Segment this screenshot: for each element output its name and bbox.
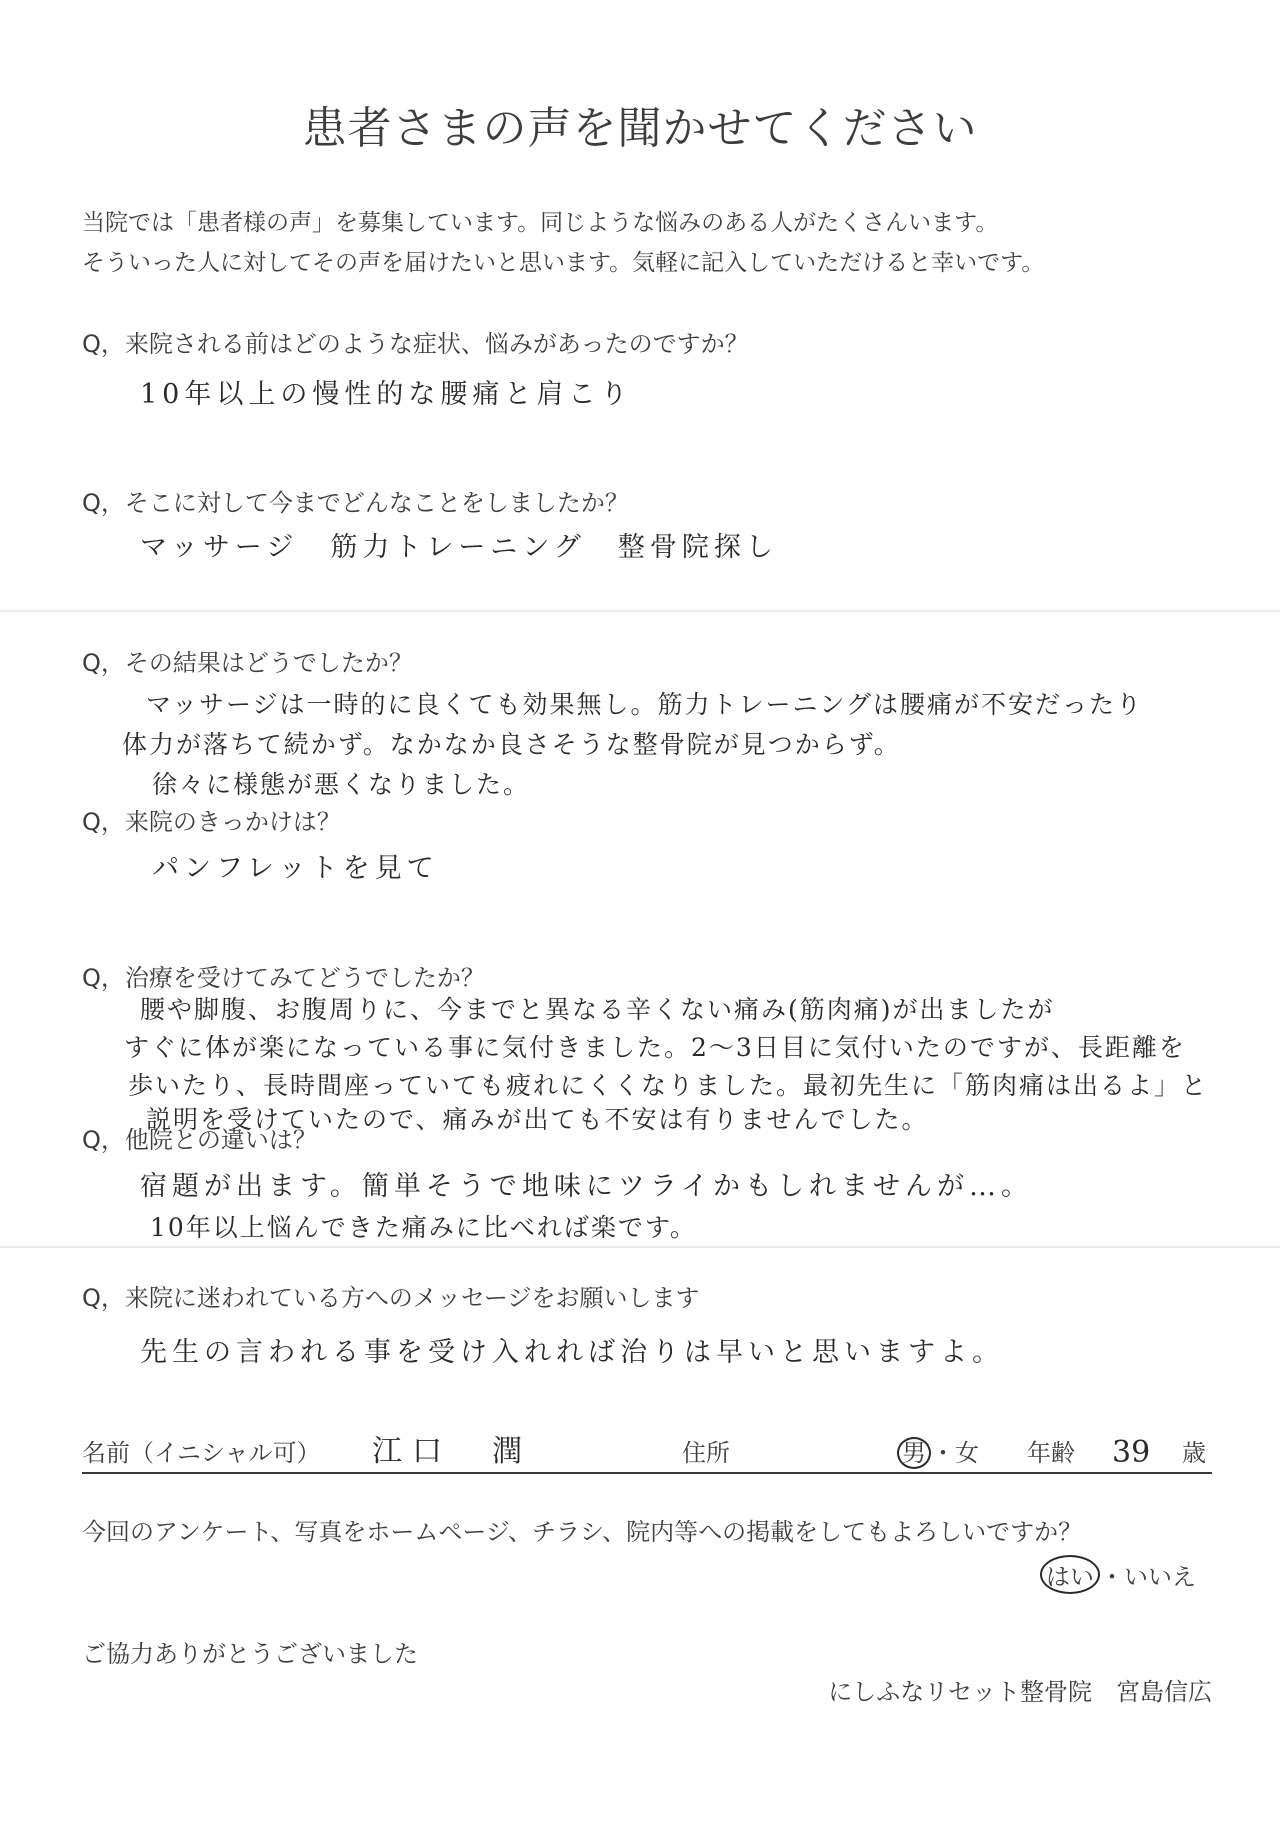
address-label: 住所 bbox=[682, 1439, 730, 1467]
age-label: 年齢 bbox=[1027, 1439, 1075, 1467]
paper-fold-line bbox=[0, 1246, 1280, 1248]
answer-past-attempts: マッサージ 筋力トレーニング 整骨院探し bbox=[140, 532, 778, 563]
name-label: 名前（イニシャル可） bbox=[82, 1439, 321, 1467]
question-difference: Q，他院との違いは？ bbox=[82, 1126, 317, 1154]
answer-symptoms: 10年以上の慢性的な腰痛と肩こり bbox=[140, 379, 633, 410]
gender-options bbox=[897, 1433, 979, 1468]
consent-no: いいえ bbox=[1124, 1563, 1196, 1591]
gender-female: 女 bbox=[955, 1439, 979, 1467]
clinic-name: にしふなリセット整骨院 bbox=[828, 1678, 1092, 1706]
clinic-person: 宮島信広 bbox=[1116, 1678, 1212, 1706]
age-unit: 歳 bbox=[1182, 1439, 1206, 1467]
consent-question: 今回のアンケート、写真をホームページ、チラシ、院内等への掲載をしてもよろしいですか？ bbox=[82, 1518, 1083, 1546]
answer-results-line: 体力が落ちて続かず。なかなか良さそうな整骨院が見つからず。 bbox=[122, 730, 901, 759]
answer-treatment-line: すぐに体が楽になっている事に気付きました。2～3日目に気付いたのですが、長距離を bbox=[124, 1033, 1186, 1062]
info-underline bbox=[82, 1472, 1212, 1474]
consent-yes-selected: はい bbox=[1040, 1555, 1100, 1594]
consent-separator: ・ bbox=[1100, 1563, 1124, 1591]
name-value: 江口 潤 bbox=[372, 1434, 532, 1469]
answer-difference-line: 10年以上悩んできた痛みに比べれば楽です。 bbox=[150, 1213, 697, 1242]
question-trigger: Q，来院のきっかけは？ bbox=[82, 808, 341, 836]
answer-treatment-line: 歩いたり、長時間座っていても疲れにくくなりました。最初先生に「筋肉痛は出るよ」と bbox=[128, 1071, 1209, 1100]
question-message: Q，来院に迷われている方へのメッセージをお願いします bbox=[82, 1284, 700, 1312]
answer-trigger: パンフレットを見て bbox=[152, 853, 439, 884]
answer-results-line: 徐々に様態が悪くなりました。 bbox=[152, 770, 531, 799]
age-value: 39 bbox=[1112, 1435, 1151, 1470]
gender-separator: ・ bbox=[931, 1439, 955, 1467]
answer-message: 先生の言われる事を受け入れれば治りは早いと思いますよ。 bbox=[140, 1337, 1004, 1368]
question-results: Q，その結果はどうでしたか？ bbox=[82, 649, 413, 677]
paper-fold-line bbox=[0, 610, 1280, 612]
question-treatment: Q，治療を受けてみてどうでしたか？ bbox=[82, 964, 485, 992]
page-title: 患者さまの声を聞かせてください bbox=[302, 103, 978, 154]
answer-treatment-line: 腰や脚腹、お腹周りに、今までと異なる辛くない痛み(筋肉痛)が出ましたが bbox=[140, 995, 1055, 1024]
intro-line: そういった人に対してその声を届けたいと思います。気軽に記入していただけると幸いです。 bbox=[82, 250, 1045, 276]
answer-difference-line: 宿題が出ます。簡単そうで地味にツライかもしれませんが…。 bbox=[140, 1171, 1034, 1202]
respondent-info-row bbox=[82, 1434, 1212, 1474]
question-past-attempts: Q，そこに対して今までどんなことをしましたか？ bbox=[82, 489, 629, 517]
consent-options bbox=[1040, 1555, 1196, 1594]
clinic-signature bbox=[828, 1672, 1212, 1707]
thanks-message: ご協力ありがとうございました bbox=[82, 1640, 418, 1668]
answer-results-line: マッサージは一時的に良くても効果無し。筋力トレーニングは腰痛が不安だったり bbox=[146, 690, 1144, 719]
gender-male-selected: 男 bbox=[897, 1437, 931, 1469]
answer-treatment-line: 説明を受けていたので、痛みが出ても不安は有りませんでした。 bbox=[146, 1105, 929, 1134]
question-symptoms: Q，来院される前はどのような症状、悩みがあったのですか？ bbox=[82, 330, 749, 358]
intro-line: 当院では「患者様の声」を募集しています。同じような悩みのある人がたくさんいます。 bbox=[82, 210, 999, 236]
